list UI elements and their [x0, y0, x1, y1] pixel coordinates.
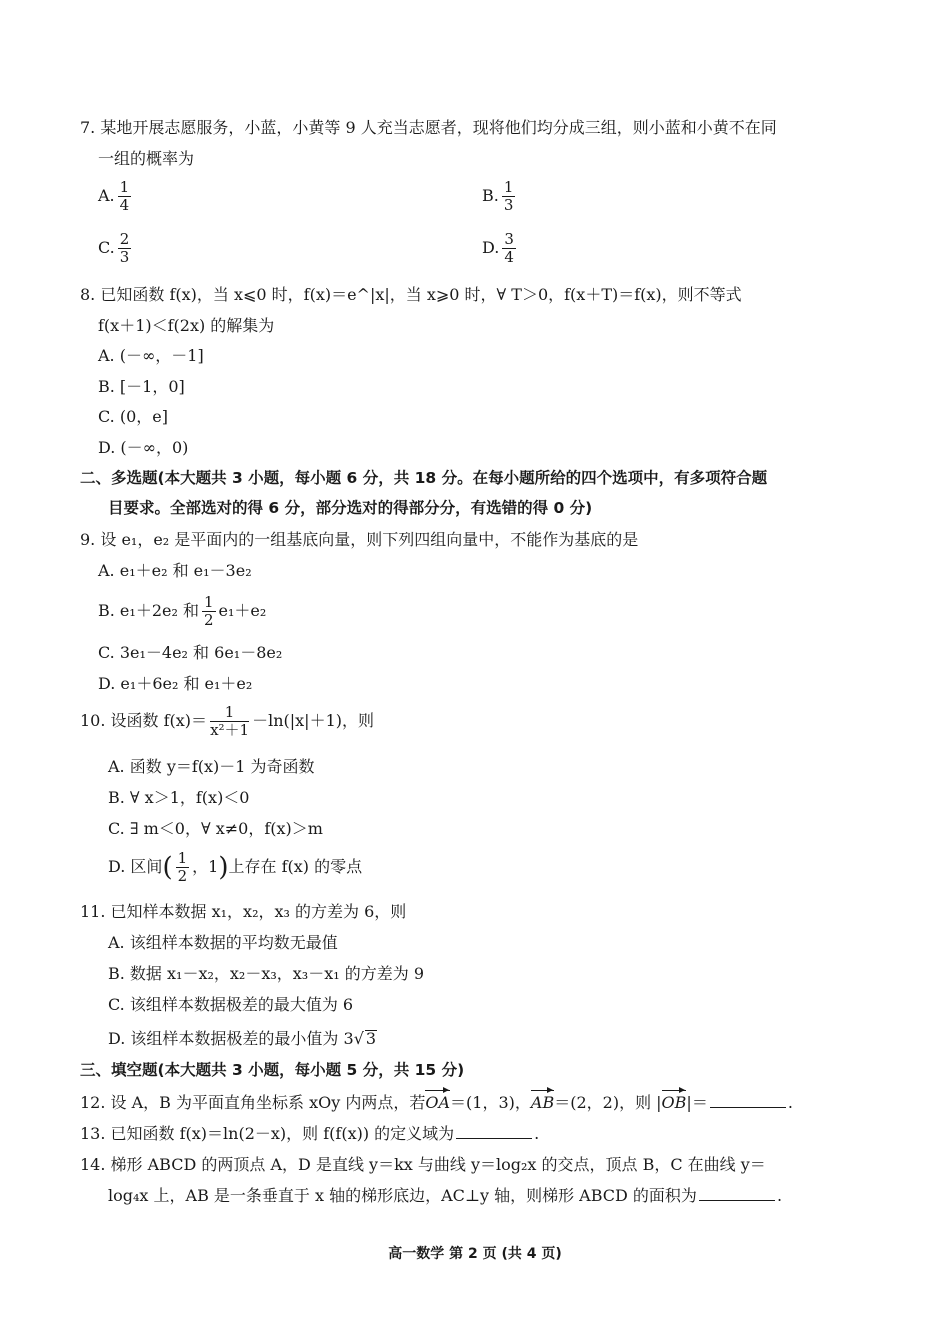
- section2-heading-line1: 二、多选题(本大题共 3 小题，每小题 6 分，共 18 分。在每小题所给的四个选项中，有多项符合题: [80, 469, 768, 487]
- q9-option-a: A. e₁＋e₂ 和 e₁－3e₂: [98, 561, 252, 580]
- q7-option-d: D. $\frac{3}{4}$: [482, 230, 514, 266]
- q13-answer-blank[interactable]: [456, 1138, 532, 1139]
- q11-stem: 11. 已知样本数据 x₁，x₂，x₃ 的方差为 6，则: [80, 902, 407, 921]
- q8-option-c: C. (0，e]: [98, 407, 168, 426]
- q11-option-d: D. 该组样本数据极差的最小值为 3√ 3: [108, 1029, 377, 1048]
- q10-option-b: B. ∀ x＞1，f(x)＜0: [108, 788, 250, 807]
- q9-option-b: B. e₁＋2e₂ 和 $\frac{1}{2}$ e₁＋e₂: [98, 593, 267, 629]
- q7-option-b: B. $\frac{1}{3}$: [482, 178, 514, 214]
- q9-option-d: D. e₁＋6e₂ 和 e₁＋e₂: [98, 674, 253, 693]
- q12-answer-blank[interactable]: [710, 1107, 786, 1108]
- q10-option-d: D. 区间( $\frac{1}{2}$ ，1)上存在 f(x) 的零点: [108, 849, 363, 885]
- q10-stem: 10. 设函数 f(x)＝ $\frac{1}{\text{x²＋1}}$ －ln(|x|＋1)，则: [80, 703, 374, 739]
- q8-option-b: B. [－1，0]: [98, 377, 185, 396]
- q11-option-b: B. 数据 x₁－x₂，x₂－x₃，x₃－x₁ 的方差为 9: [108, 964, 424, 983]
- q8-stem-line2: f(x＋1)＜f(2x) 的解集为: [98, 316, 275, 335]
- q7-option-c: C. $\frac{2}{3}$: [98, 230, 130, 266]
- q14-line1: 14. 梯形 ABCD 的两顶点 A，D 是直线 y＝kx 与曲线 y＝log₂x 的交点，顶点 B，C 在曲线 y＝: [80, 1155, 766, 1174]
- q9-stem: 9. 设 e₁，e₂ 是平面内的一组基底向量，则下列四组向量中，不能作为基底的是: [80, 530, 639, 549]
- q8-option-d: D. (－∞，0): [98, 438, 189, 457]
- q7-option-a: A. $\frac{1}{4}$: [98, 178, 130, 214]
- q7-stem-line2: 一组的概率为: [98, 149, 195, 168]
- q7-stem-line1: 7. 某地开展志愿服务，小蓝，小黄等 9 人充当志愿者，现将他们均分成三组，则小蓝和小黄不在同: [80, 118, 777, 137]
- q10-option-c: C. ∃ m＜0，∀ x≠0，f(x)＞m: [108, 819, 323, 838]
- q10-option-a: A. 函数 y＝f(x)－1 为奇函数: [108, 757, 315, 776]
- q13-line: 13. 已知函数 f(x)＝ln(2－x)，则 f(f(x)) 的定义域为 .: [80, 1124, 540, 1143]
- q14-answer-blank[interactable]: [699, 1200, 775, 1201]
- q12-line: 12. 设 A，B 为平面直角坐标系 xOy 内两点，若OA＝(1，3)，AB＝(2，2)，则 |OB|＝ .: [80, 1093, 793, 1112]
- q11-option-a: A. 该组样本数据的平均数无最值: [108, 933, 338, 952]
- section3-heading: 三、填空题(本大题共 3 小题，每小题 5 分，共 15 分): [80, 1061, 465, 1079]
- q11-option-c: C. 该组样本数据极差的最大值为 6: [108, 995, 354, 1014]
- page-footer: 高一数学 第 2 页 (共 4 页): [388, 1246, 562, 1262]
- q8-stem-line1: 8. 已知函数 f(x)，当 x⩽0 时，f(x)＝e^|x|，当 x⩾0 时，∀ T＞0，f(x＋T)＝f(x)，则不等式: [80, 285, 742, 304]
- section2-heading-line2: 目要求。全部选对的得 6 分，部分选对的得部分分，有选错的得 0 分): [108, 499, 593, 517]
- q8-option-a: A. (－∞，－1]: [98, 346, 204, 365]
- q14-line2: log₄x 上，AB 是一条垂直于 x 轴的梯形底边，AC⊥y 轴，则梯形 ABCD 的面积为 .: [108, 1186, 783, 1205]
- q9-option-c: C. 3e₁－4e₂ 和 6e₁－8e₂: [98, 643, 283, 662]
